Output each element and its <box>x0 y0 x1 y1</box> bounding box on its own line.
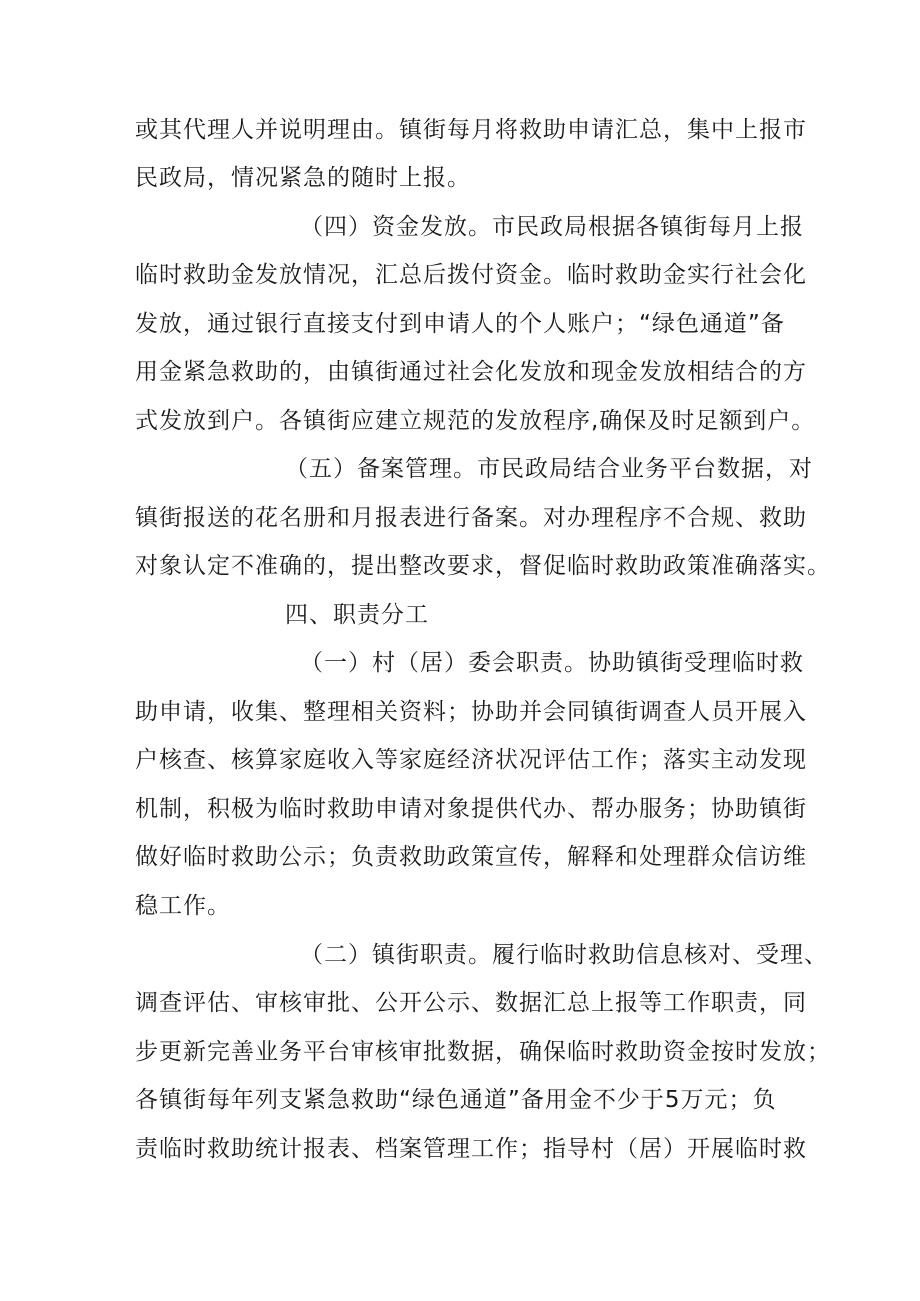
text-line: 式发放到户。各镇街应建立规范的发放程序,确保及时足额到户。 <box>135 408 816 434</box>
text-line: 发放，通过银行直接支付到申请人的个人账户；“绿色通道”备 <box>135 311 785 337</box>
section-heading-town: （二）镇街职责。履行临时救助信息核对、受理、 <box>300 942 828 968</box>
text-line: 临时救助金发放情况，汇总后拨付资金。临时救助金实行社会化 <box>135 262 807 288</box>
text-line: 助申请，收集、整理相关资料；协助并会同镇街调查人员开展入 <box>135 699 807 725</box>
text-line: 责临时救助统计报表、档案管理工作；指导村（居）开展临时救 <box>135 1136 807 1162</box>
section-heading-funds: （四）资金发放。市民政局根据各镇街每月上报 <box>300 214 804 240</box>
chapter-heading: 四、职责分工 <box>285 602 429 628</box>
text-line: 镇街报送的花名册和月报表进行备案。对办理程序不合规、救助 <box>135 505 807 531</box>
text-line: 各镇街每年列支紧急救助“绿色通道”备用金不少于5万元；负 <box>135 1087 777 1113</box>
text-line: 步更新完善业务平台审核审批数据，确保临时救助资金按时发放； <box>135 1039 831 1065</box>
text-line: 或其代理人并说明理由。镇街每月将救助申请汇总，集中上报市 <box>135 117 807 143</box>
text-line: 做好临时救助公示；负责救助政策宣传，解释和处理群众信访维 <box>135 844 807 870</box>
section-heading-filing: （五）备案管理。市民政局结合业务平台数据，对 <box>285 456 813 482</box>
text-line: 机制，积极为临时救助申请对象提供代办、帮办服务；协助镇街 <box>135 796 807 822</box>
section-heading-village: （一）村（居）委会职责。协助镇街受理临时救 <box>300 650 804 676</box>
text-line: 稳工作。 <box>135 893 231 919</box>
text-line: 户核查、核算家庭收入等家庭经济状况评估工作；落实主动发现 <box>135 747 807 773</box>
text-line: 对象认定不准确的，提出整改要求，督促临时救助政策准确落实。 <box>135 553 831 579</box>
text-line: 用金紧急救助的，由镇街通过社会化发放和现金发放相结合的方 <box>135 359 807 385</box>
text-line: 调查评估、审核审批、公开公示、数据汇总上报等工作职责，同 <box>135 990 807 1016</box>
text-line: 民政局，情况紧急的随时上报。 <box>135 165 471 191</box>
